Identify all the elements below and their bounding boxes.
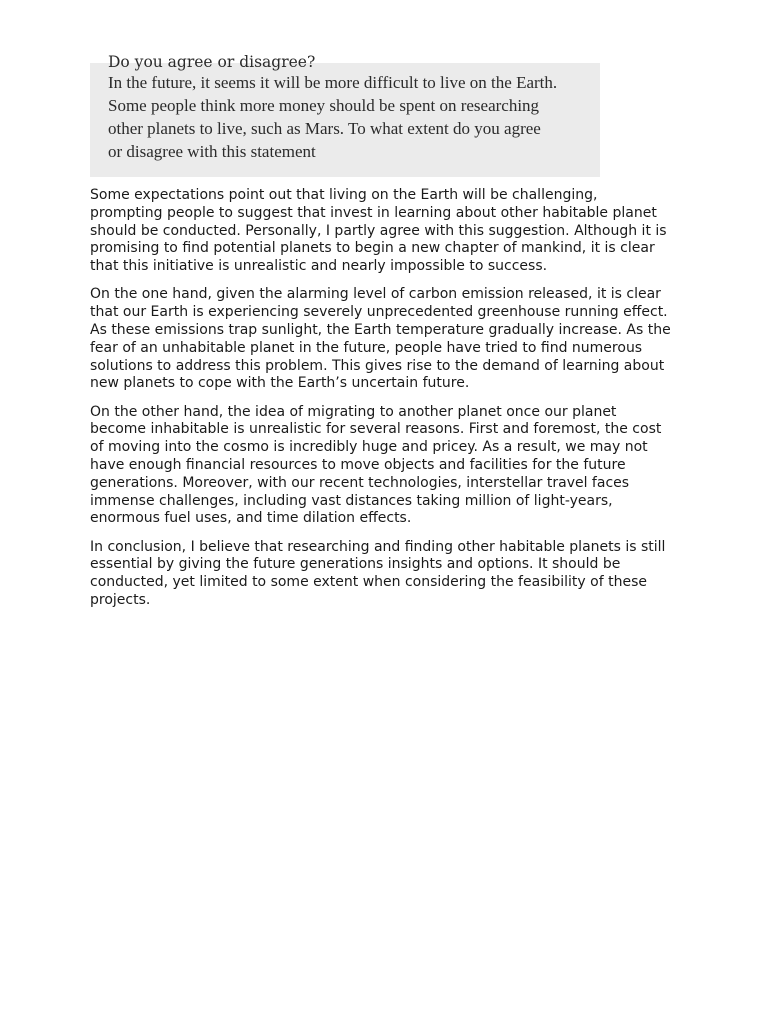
prompt-line: Some people think more money should be spent on researching [108,96,540,115]
prompt-text [108,71,557,163]
essay-paragraph-conclusion: In conclusion, I believe that researching and finding other habitable planets is still essential by giving the future generations insights and options. It should be conducted, yet limited to some extent when considering the feasibility of these projects. [90,538,666,608]
prompt-line: In the future, it seems it will be more difficult to live on the Earth. [108,73,558,92]
essay-paragraph-body-one: On the one hand, given the alarming level of carbon emission released, it is clear that our Earth is experiencing severely unprecedented greenhouse running effect. As these emissions trap sunlight, the Earth temperature gradually increase. As the fear of an unhabitable planet in the future, people have tried to find numerous solutions to address this problem. This gives rise to the demand of learning about new planets to cope with the Earth’s uncertain future. [90,286,671,392]
essay-paragraph-body-two: On the other hand, the idea of migrating to another planet once our planet become inhabitable is unrealistic for several reasons. First and foremost, the cost of moving into the cosmo is incredibly huge and pricey. As a result, we may not have enough financial resources to move objects and facilities for the future generations. Moreover, with our recent technologies, interstellar travel faces immense challenges, including vast distances taking million of light-years, enormous fuel uses, and time dilation effects. [90,403,662,527]
essay-body [90,187,672,620]
essay-paragraph-introduction: Some expectations point out that living on the Earth will be challenging, prompting people to suggest that invest in learning about other habitable planet should be conducted. Personally, I partly agree with this suggestion. Although it is promising to find potential planets to begin a new chapter of mankind, it is clear that this initiative is unrealistic and nearly impossible to success. [90,187,667,275]
prompt-line: other planets to live, such as Mars. To what extent do you agree [108,119,541,138]
essay-prompt-image [90,53,600,177]
prompt-line: or disagree with this statement [108,142,316,161]
prompt-cropped-line: Do you agree or disagree? [108,53,316,71]
